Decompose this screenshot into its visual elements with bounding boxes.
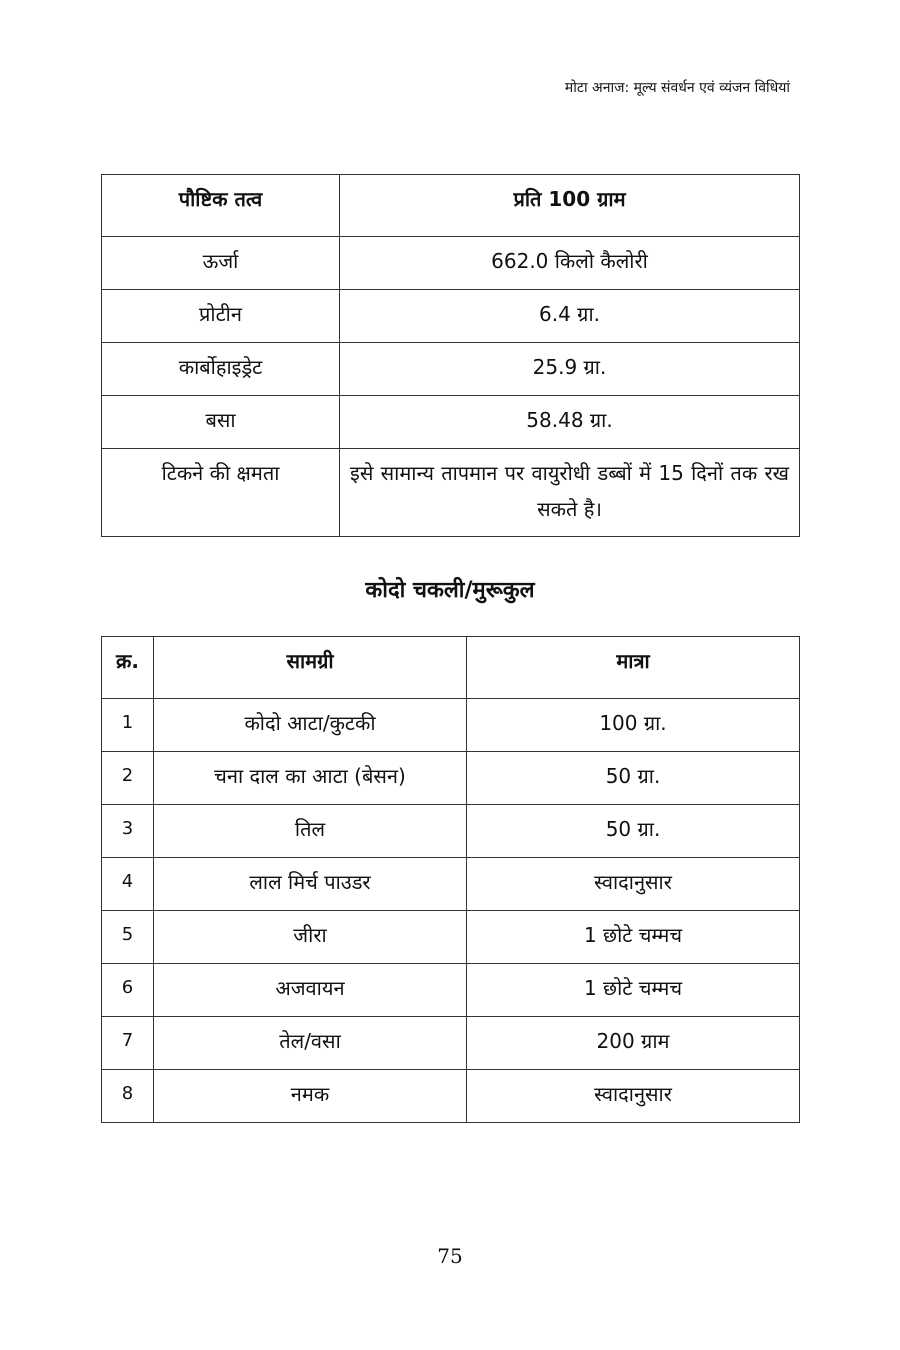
ingredients-table [101, 636, 800, 1123]
column-header-nutrient: पौष्टिक तत्व [102, 175, 340, 237]
serial-number: 5 [102, 911, 154, 964]
serial-number: 1 [102, 699, 154, 752]
ingredient-quantity: 50 ग्रा. [467, 805, 800, 858]
table-row [102, 237, 800, 290]
column-header-quantity: मात्रा [467, 637, 800, 699]
ingredient-name: लाल मिर्च पाउडर [154, 858, 467, 911]
column-header-per-100g: प्रति 100 ग्राम [340, 175, 800, 237]
nutrient-value: 662.0 किलो कैलोरी [340, 237, 800, 290]
ingredient-name: तिल [154, 805, 467, 858]
ingredient-name: चना दाल का आटा (बेसन) [154, 752, 467, 805]
table-row [102, 1017, 800, 1070]
nutrient-value: 25.9 ग्रा. [340, 343, 800, 396]
ingredient-quantity: 1 छोटे चम्मच [467, 964, 800, 1017]
recipe-title: कोदो चकली/मुरूकुल [365, 578, 535, 603]
column-header-serial: क्र. [102, 637, 154, 699]
table-row [102, 752, 800, 805]
ingredient-quantity: 1 छोटे चम्मच [467, 911, 800, 964]
ingredient-name: नमक [154, 1070, 467, 1123]
serial-number: 3 [102, 805, 154, 858]
nutrition-table [101, 174, 800, 537]
ingredient-quantity: 200 ग्राम [467, 1017, 800, 1070]
serial-number: 7 [102, 1017, 154, 1070]
nutrient-name: ऊर्जा [102, 237, 340, 290]
table-header-row [102, 637, 800, 699]
nutrient-name: बसा [102, 396, 340, 449]
table-row [102, 805, 800, 858]
ingredient-quantity: 100 ग्रा. [467, 699, 800, 752]
table-row [102, 699, 800, 752]
ingredient-name: कोदो आटा/कुटकी [154, 699, 467, 752]
table-row [102, 449, 800, 537]
table-row [102, 1070, 800, 1123]
nutrient-name: कार्बोहाइड्रेट [102, 343, 340, 396]
table-row [102, 396, 800, 449]
table-row [102, 343, 800, 396]
serial-number: 4 [102, 858, 154, 911]
ingredient-name: जीरा [154, 911, 467, 964]
ingredient-name: अजवायन [154, 964, 467, 1017]
serial-number: 8 [102, 1070, 154, 1123]
serial-number: 6 [102, 964, 154, 1017]
table-row [102, 964, 800, 1017]
serial-number: 2 [102, 752, 154, 805]
nutrient-value: इसे सामान्य तापमान पर वायुरोधी डब्बों में 15 दिनों तक रख सकते है। [340, 449, 800, 537]
table-row [102, 911, 800, 964]
ingredient-quantity: स्वादानुसार [467, 858, 800, 911]
ingredient-name: तेल/वसा [154, 1017, 467, 1070]
nutrient-name: टिकने की क्षमता [102, 449, 340, 537]
column-header-ingredient: सामग्री [154, 637, 467, 699]
table-row [102, 290, 800, 343]
table-row [102, 858, 800, 911]
table-header-row [102, 175, 800, 237]
nutrient-value: 58.48 ग्रा. [340, 396, 800, 449]
ingredient-quantity: स्वादानुसार [467, 1070, 800, 1123]
ingredient-quantity: 50 ग्रा. [467, 752, 800, 805]
nutrient-value: 6.4 ग्रा. [340, 290, 800, 343]
running-header: मोटा अनाज: मूल्य संवर्धन एवं व्यंजन विधियां [564, 80, 790, 96]
nutrient-name: प्रोटीन [102, 290, 340, 343]
page-number: 75 [437, 1244, 463, 1268]
